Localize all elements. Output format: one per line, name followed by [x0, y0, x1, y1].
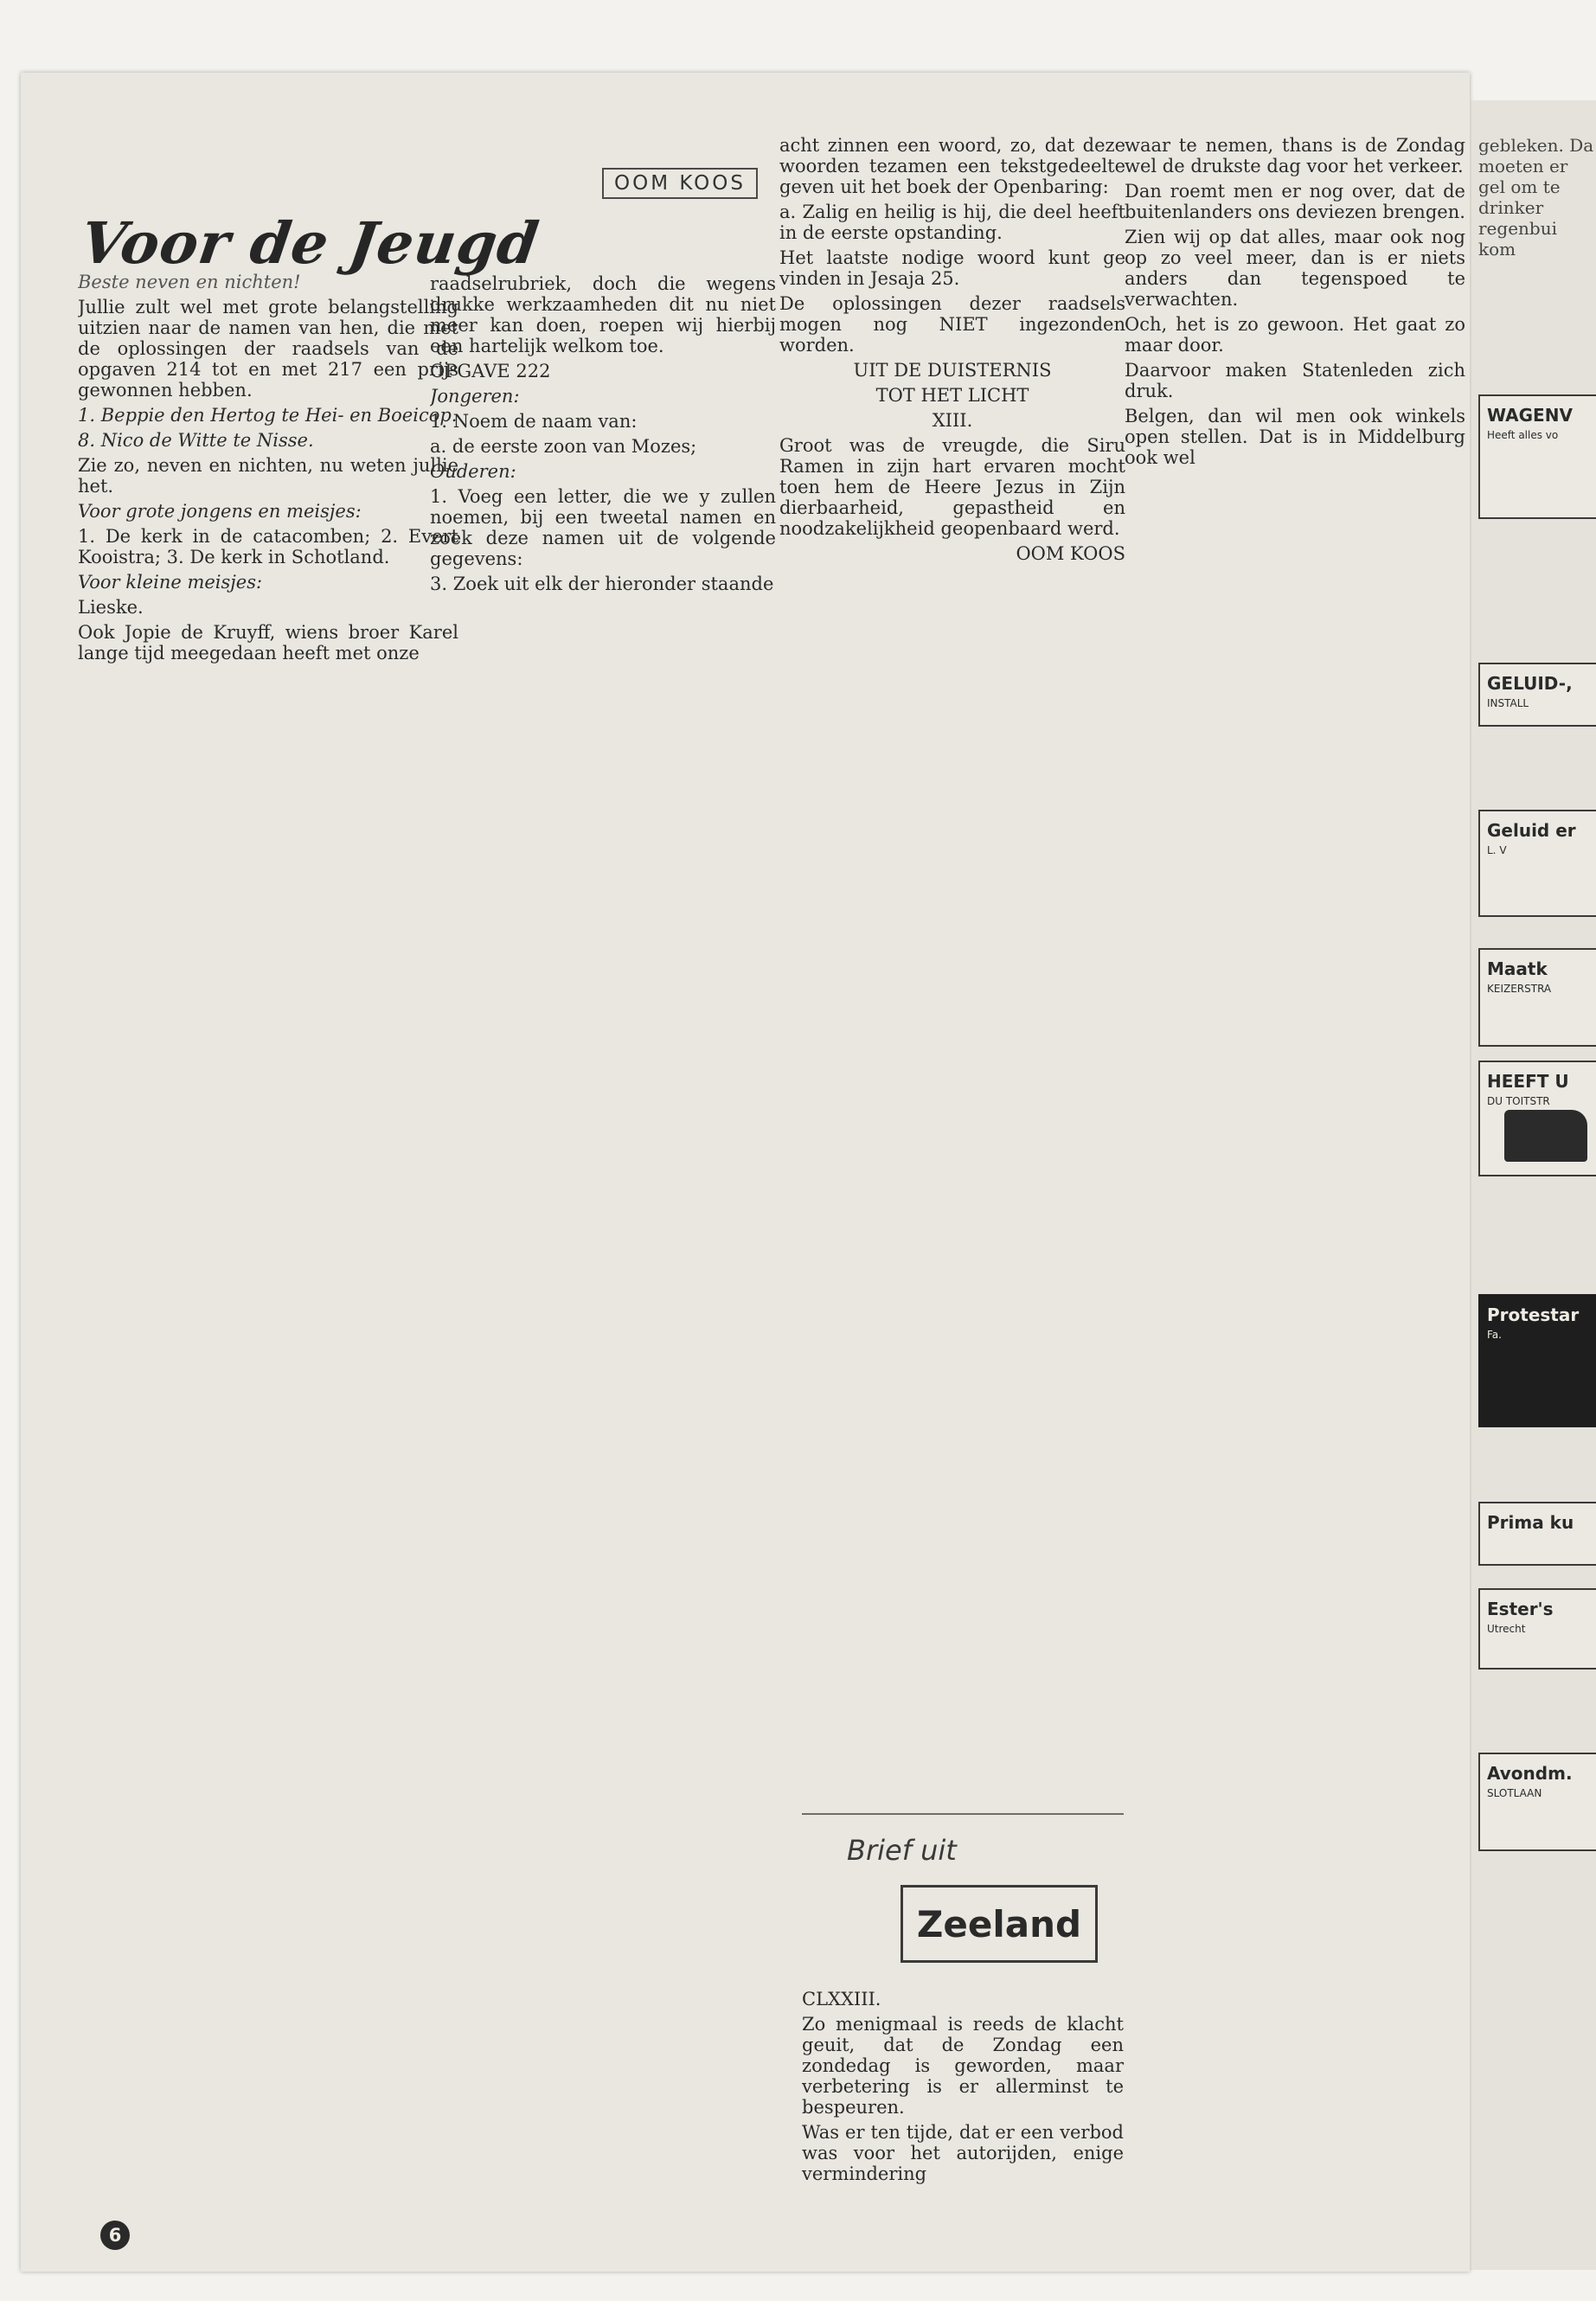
- ad-title: Maatk: [1487, 958, 1548, 979]
- advertisement: [1478, 394, 1596, 519]
- paragraph: 1. Voeg een letter, die we y zullen noemen, bij een tweetal namen en zoek deze namen uit de volgende gegevens:: [430, 486, 776, 569]
- paragraph: Dan roemt men er nog over, dat de buitenlanders ons deviezen brengen.: [1125, 181, 1465, 222]
- ad-title: Geluid er: [1487, 820, 1576, 841]
- adjacent-page-text: gebleken. Da moeten er gel om te drinker regenbui kom: [1478, 135, 1594, 260]
- paragraph: waar te nemen, thans is de Zondag wel de drukste dag voor het verkeer.: [1125, 135, 1465, 176]
- paragraph: 1. De kerk in de catacomben; 2. Evert Kooistra; 3. De kerk in Schotland.: [78, 526, 458, 567]
- ad-title: HEEFT U: [1487, 1071, 1569, 1092]
- advertisement: [1478, 1753, 1596, 1851]
- paragraph: Och, het is zo gewoon. Het gaat zo maar door.: [1125, 314, 1465, 356]
- paragraph: Het laatste nodige woord kunt ge vinden in Jesaja 25.: [779, 247, 1125, 289]
- paragraph: a. Zalig en heilig is hij, die deel heeft in de eerste opstanding.: [779, 202, 1125, 243]
- paragraph: Beste neven en nichten!: [78, 272, 301, 292]
- paragraph: acht zinnen een woord, zo, dat deze woorden tezamen een tekstgedeelte geven uit het boek der Openbaring:: [779, 135, 1125, 197]
- ad-title: WAGENV: [1487, 405, 1573, 426]
- column-1: [78, 272, 458, 2272]
- paragraph: UIT DE DUISTERNIS: [853, 360, 1052, 381]
- section-divider: [802, 1813, 1124, 1815]
- paragraph: CLXXIII.: [802, 1989, 881, 2009]
- ad-subtitle: [1480, 1535, 1596, 1538]
- paragraph: De oplossingen dezer raadsels mogen nog NIET ingezonden worden.: [779, 293, 1125, 356]
- paragraph: Belgen, dan wil men ook winkels open stellen. Dat is in Middelburg ook wel: [1125, 406, 1465, 468]
- paragraph: Jongeren:: [430, 386, 520, 407]
- advertisement: [1478, 1061, 1596, 1176]
- advertisement: [1478, 1502, 1596, 1566]
- ad-title: Avondm.: [1487, 1763, 1573, 1784]
- ad-title: Ester's: [1487, 1599, 1554, 1619]
- advertisement: [1478, 948, 1596, 1047]
- page-title: Voor de Jeugd: [76, 209, 544, 277]
- paragraph: Groot was de vreugde, die Siru Ramen in zijn hart ervaren mocht toen hem de Heere Jezus in Zijn dierbaarheid, gepastheid en noodzakelijkheid geopenbaard werd.: [779, 435, 1125, 539]
- advertisement: [1478, 1294, 1596, 1427]
- paragraph: XIII.: [932, 410, 973, 431]
- oom-koos-label: OOM KOOS: [602, 168, 758, 199]
- column-2: [430, 273, 776, 2272]
- brief-uit-zeeland-column: [802, 1989, 1124, 2189]
- paragraph: Zie zo, neven en nichten, nu weten jullie het.: [78, 455, 458, 497]
- zeeland-heading: Zeeland: [901, 1885, 1098, 1963]
- newspaper-page: [21, 73, 1470, 2272]
- paragraph: Zo menigmaal is reeds de klacht geuit, dat de Zondag een zondedag is geworden, maar verbetering is er allerminst te bespeuren.: [802, 2014, 1124, 2118]
- paragraph: 3. Zoek uit elk der hieronder staande: [430, 574, 774, 594]
- paragraph: Jullie zult wel met grote belangstelling uitzien naar de namen van hen, die met de oplossingen der raadsels van de opgaven 214 tot en met 217 een prijs gewonnen hebben.: [78, 297, 458, 401]
- advertisement: [1478, 1588, 1596, 1670]
- paragraph: TOT HET LICHT: [875, 385, 1029, 406]
- ad-title: GELUID-,: [1487, 673, 1573, 694]
- ad-title: Prima ku: [1487, 1512, 1574, 1533]
- brief-uit-heading: Brief uit: [847, 1834, 957, 1867]
- page-number: 6: [100, 2221, 130, 2250]
- paragraph: Daarvoor maken Statenleden zich druk.: [1125, 360, 1465, 401]
- adjacent-page-edge: [1470, 100, 1596, 2270]
- paragraph: 1. Noem de naam van:: [430, 411, 638, 432]
- sewing-machine-illustration: [1504, 1110, 1587, 1162]
- advertisement: [1478, 810, 1596, 917]
- paragraph: Zien wij op dat alles, maar ook nog op zo veel meer, dan is er niets anders dan tegenspoed te verwachten.: [1125, 227, 1465, 310]
- ad-subtitle: SLOTLAAN: [1487, 1787, 1542, 1799]
- paragraph: Was er ten tijde, dat er een verbod was voor het autorijden, enige vermindering: [802, 2122, 1124, 2184]
- ad-subtitle: Fa.: [1487, 1329, 1502, 1341]
- advertisement: [1478, 663, 1596, 727]
- paragraph: OPGAVE 222: [430, 361, 551, 381]
- paragraph: raadselrubriek, doch die wegens drukke werkzaamheden dit nu niet meer kan doen, roepen wij hierbij een hartelijk welkom toe.: [430, 273, 776, 356]
- paragraph: 8. Nico de Witte te Nisse.: [78, 430, 314, 451]
- paragraph: Voor grote jongens en meisjes:: [78, 501, 362, 522]
- column-4: [1125, 135, 1465, 2272]
- ad-subtitle: INSTALL: [1487, 697, 1529, 709]
- paragraph: OOM KOOS: [1016, 543, 1125, 564]
- paragraph: Lieske.: [78, 597, 144, 618]
- ad-subtitle: Heeft alles vo: [1487, 429, 1559, 441]
- paragraph: Voor kleine meisjes:: [78, 572, 263, 593]
- ad-title: Protestar: [1487, 1304, 1580, 1325]
- ad-subtitle: L. V: [1487, 844, 1507, 856]
- paragraph: Ook Jopie de Kruyff, wiens broer Karel lange tijd meegedaan heeft met onze: [78, 622, 458, 663]
- ad-subtitle: Utrecht: [1487, 1623, 1526, 1635]
- ad-subtitle: DU TOITSTR: [1487, 1095, 1550, 1107]
- paragraph: Ouderen:: [430, 461, 516, 482]
- paragraph: 1. Beppie den Hertog te Hei- en Boeicop.: [78, 405, 458, 426]
- ad-subtitle: KEIZERSTRA: [1487, 983, 1552, 995]
- paragraph: a. de eerste zoon van Mozes;: [430, 436, 697, 457]
